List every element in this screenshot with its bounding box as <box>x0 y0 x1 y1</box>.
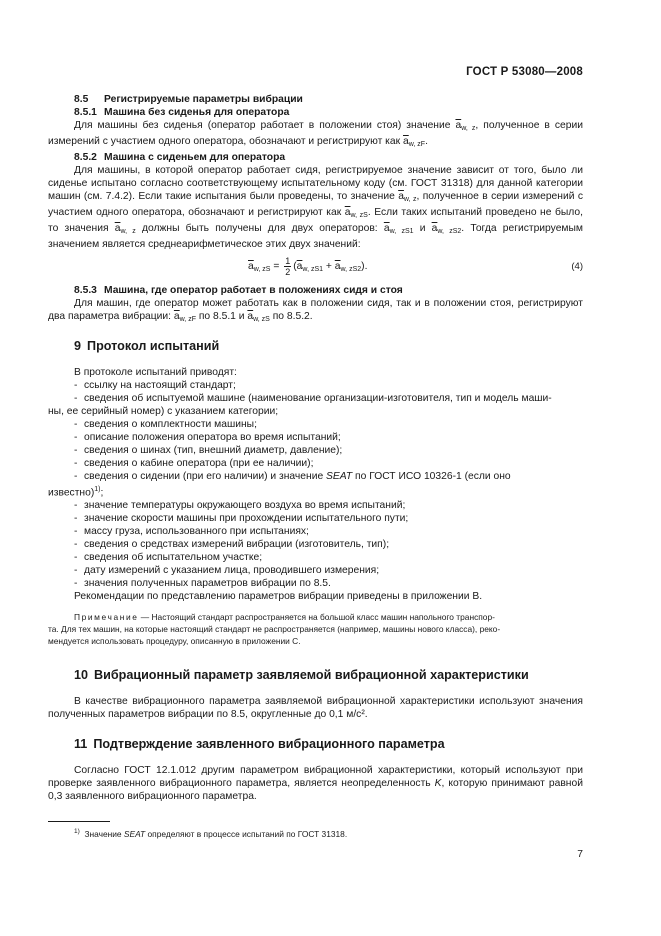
section-9-intro: В протоколе испытаний приводят: <box>74 367 237 378</box>
section-11-heading: 11 Подтверждение заявленного вибрационного параметра <box>74 737 445 752</box>
section-9-note-continuation: мендуется использовать процедуру, описанную в приложении С. <box>48 636 301 647</box>
footnote: $^{1)}$ Значение SEAT определяют в процессе испытаний по ГОСТ 31318. <box>74 828 348 839</box>
list-item: - ссылку на настоящий стандарт; <box>74 380 236 391</box>
section-8-5-1-text: Для машины без сиденья (оператор работает в положении стоя) значение $\overline{a}_{w, z}$, полученное в серии измерений с участием одного оператора, обозначают и регистрируют как $\overline{a}_{w, zF}$. <box>48 120 583 148</box>
section-8-5-1-heading: 8.5.1 Машина без сиденья для оператора <box>74 107 290 118</box>
list-item: - сведения о средствах измерений вибрации (изготовитель, тип); <box>74 539 390 551</box>
section-8-5-2-heading: 8.5.2 Машина с сиденьем для оператора <box>74 152 286 163</box>
document-code-header: ГОСТ Р 53080—2008 <box>466 66 583 78</box>
list-item: - сведения об испытательном участке; <box>74 552 263 564</box>
section-11-text: Согласно ГОСТ 12.1.012 другим параметром вибрационной характеристики, который используют при проверке заявленного вибрационного параметра, является неопределенность K, которую принимают равной 0,3 заявленного вибрационного параметра. <box>48 765 583 803</box>
formula-4 <box>48 256 583 278</box>
footnote-ref: 1) <box>94 486 101 493</box>
list-item: - сведения о комплектности машины; <box>74 419 257 430</box>
list-item-continuation: известно)$^{1)}$; <box>48 486 104 499</box>
page-number: 7 <box>577 849 583 860</box>
section-10-text: В качестве вибрационного параметра заявляемой вибрационной характеристики используют значения полученных параметров вибрации по 8.5, округленные до 0,1 м/с². <box>48 696 583 721</box>
main-content <box>48 93 583 803</box>
section-8-5-3-heading: 8.5.3 Машина, где оператор работает в положениях сидя и стоя <box>74 285 403 296</box>
list-item: - дату измерений с указанием лица, проводившего измерения; <box>74 565 380 577</box>
section-9-note-continuation: та. Для тех машин, на которые настоящий стандарт не распространяется (например, машины нового класса), реко- <box>48 624 501 635</box>
formula-number: (4) <box>571 261 583 272</box>
list-item: - значения полученных параметров вибрации по 8.5. <box>74 578 331 590</box>
list-item: - значение скорости машины при прохождении испытательного пути; <box>74 513 409 525</box>
footnote-separator <box>48 821 110 822</box>
section-9-heading: 9 Протокол испытаний <box>74 339 220 353</box>
list-item: - описание положения оператора во время испытаний; <box>74 432 341 443</box>
section-9-note: Примечание — Настоящий стандарт распространяется на большой класс машин напольного транспор- <box>74 612 495 623</box>
list-item-continuation: ны, ее серийный номер) с указанием категории; <box>48 406 279 417</box>
list-item-seat: - сведения о сидении (при его наличии) и значение SEAT по ГОСТ ИСО 10326-1 (если оно <box>74 471 511 482</box>
list-item: - массу груза, использованного при испытаниях; <box>74 526 309 538</box>
section-8-5-3-text: Для машин, где оператор может работать как в положении сидя, так и в положении стоя, регистрируют два параметра вибрации: $\overline{a}_{w, zF}$ по 8.5.1 и $\overline{a}_{w, zS}$ по 8.5.2. <box>48 298 583 323</box>
section-9-recommendation: Рекомендации по представлению параметров вибрации приведены в приложении В. <box>74 591 483 603</box>
list-item: - значение температуры окружающего воздуха во время испытаний; <box>74 500 406 512</box>
fraction-one-half: $\frac{1}{2}$ <box>285 256 291 277</box>
section-8-5-heading: 8.5 Регистрируемые параметры вибрации <box>74 94 303 105</box>
list-item: - сведения о шинах (тип, внешний диаметр, давление); <box>74 445 343 456</box>
section-8-5-2-text: Для машины, в которой оператор работает сидя, регистрируемое значение зависит от того, было ли сиденье испытано согласно соответствующему испытательному коду (см. ГОСТ 31318) для данной категории машин (см. 7.4.2). Если такие испытания были проведены, то значение $\overline{a}_{w, z}$, полученное в серии измерений с участием одного оператора, обозначают и регистрируют как $\overline{a}_{w, zS}$. Если таких испытаний проведено не было, то значения $\overline{a}_{w, z}$ должны быть получены для двух операторов: $\overline{a}_{w, zS1}$ и $\overline{a}_{w, zS2}$. Тогда регистрируемым значением является среднеарифметическое этих двух значений: <box>48 165 583 250</box>
formula-body: $\overline{a}_{w, zS}$ = $\frac{1}{2}$ $(\overline{a}_{w, zS1} + \overline{a}_{w, zS2})$. <box>248 256 368 277</box>
list-item: - сведения об испытуемой машине (наименование организации-изготовителя, тип и модель маши- <box>74 393 552 404</box>
list-item: - сведения о кабине оператора (при ее наличии); <box>74 458 314 469</box>
section-10-heading: 10 Вибрационный параметр заявляемой вибрационной характеристики <box>74 668 529 683</box>
